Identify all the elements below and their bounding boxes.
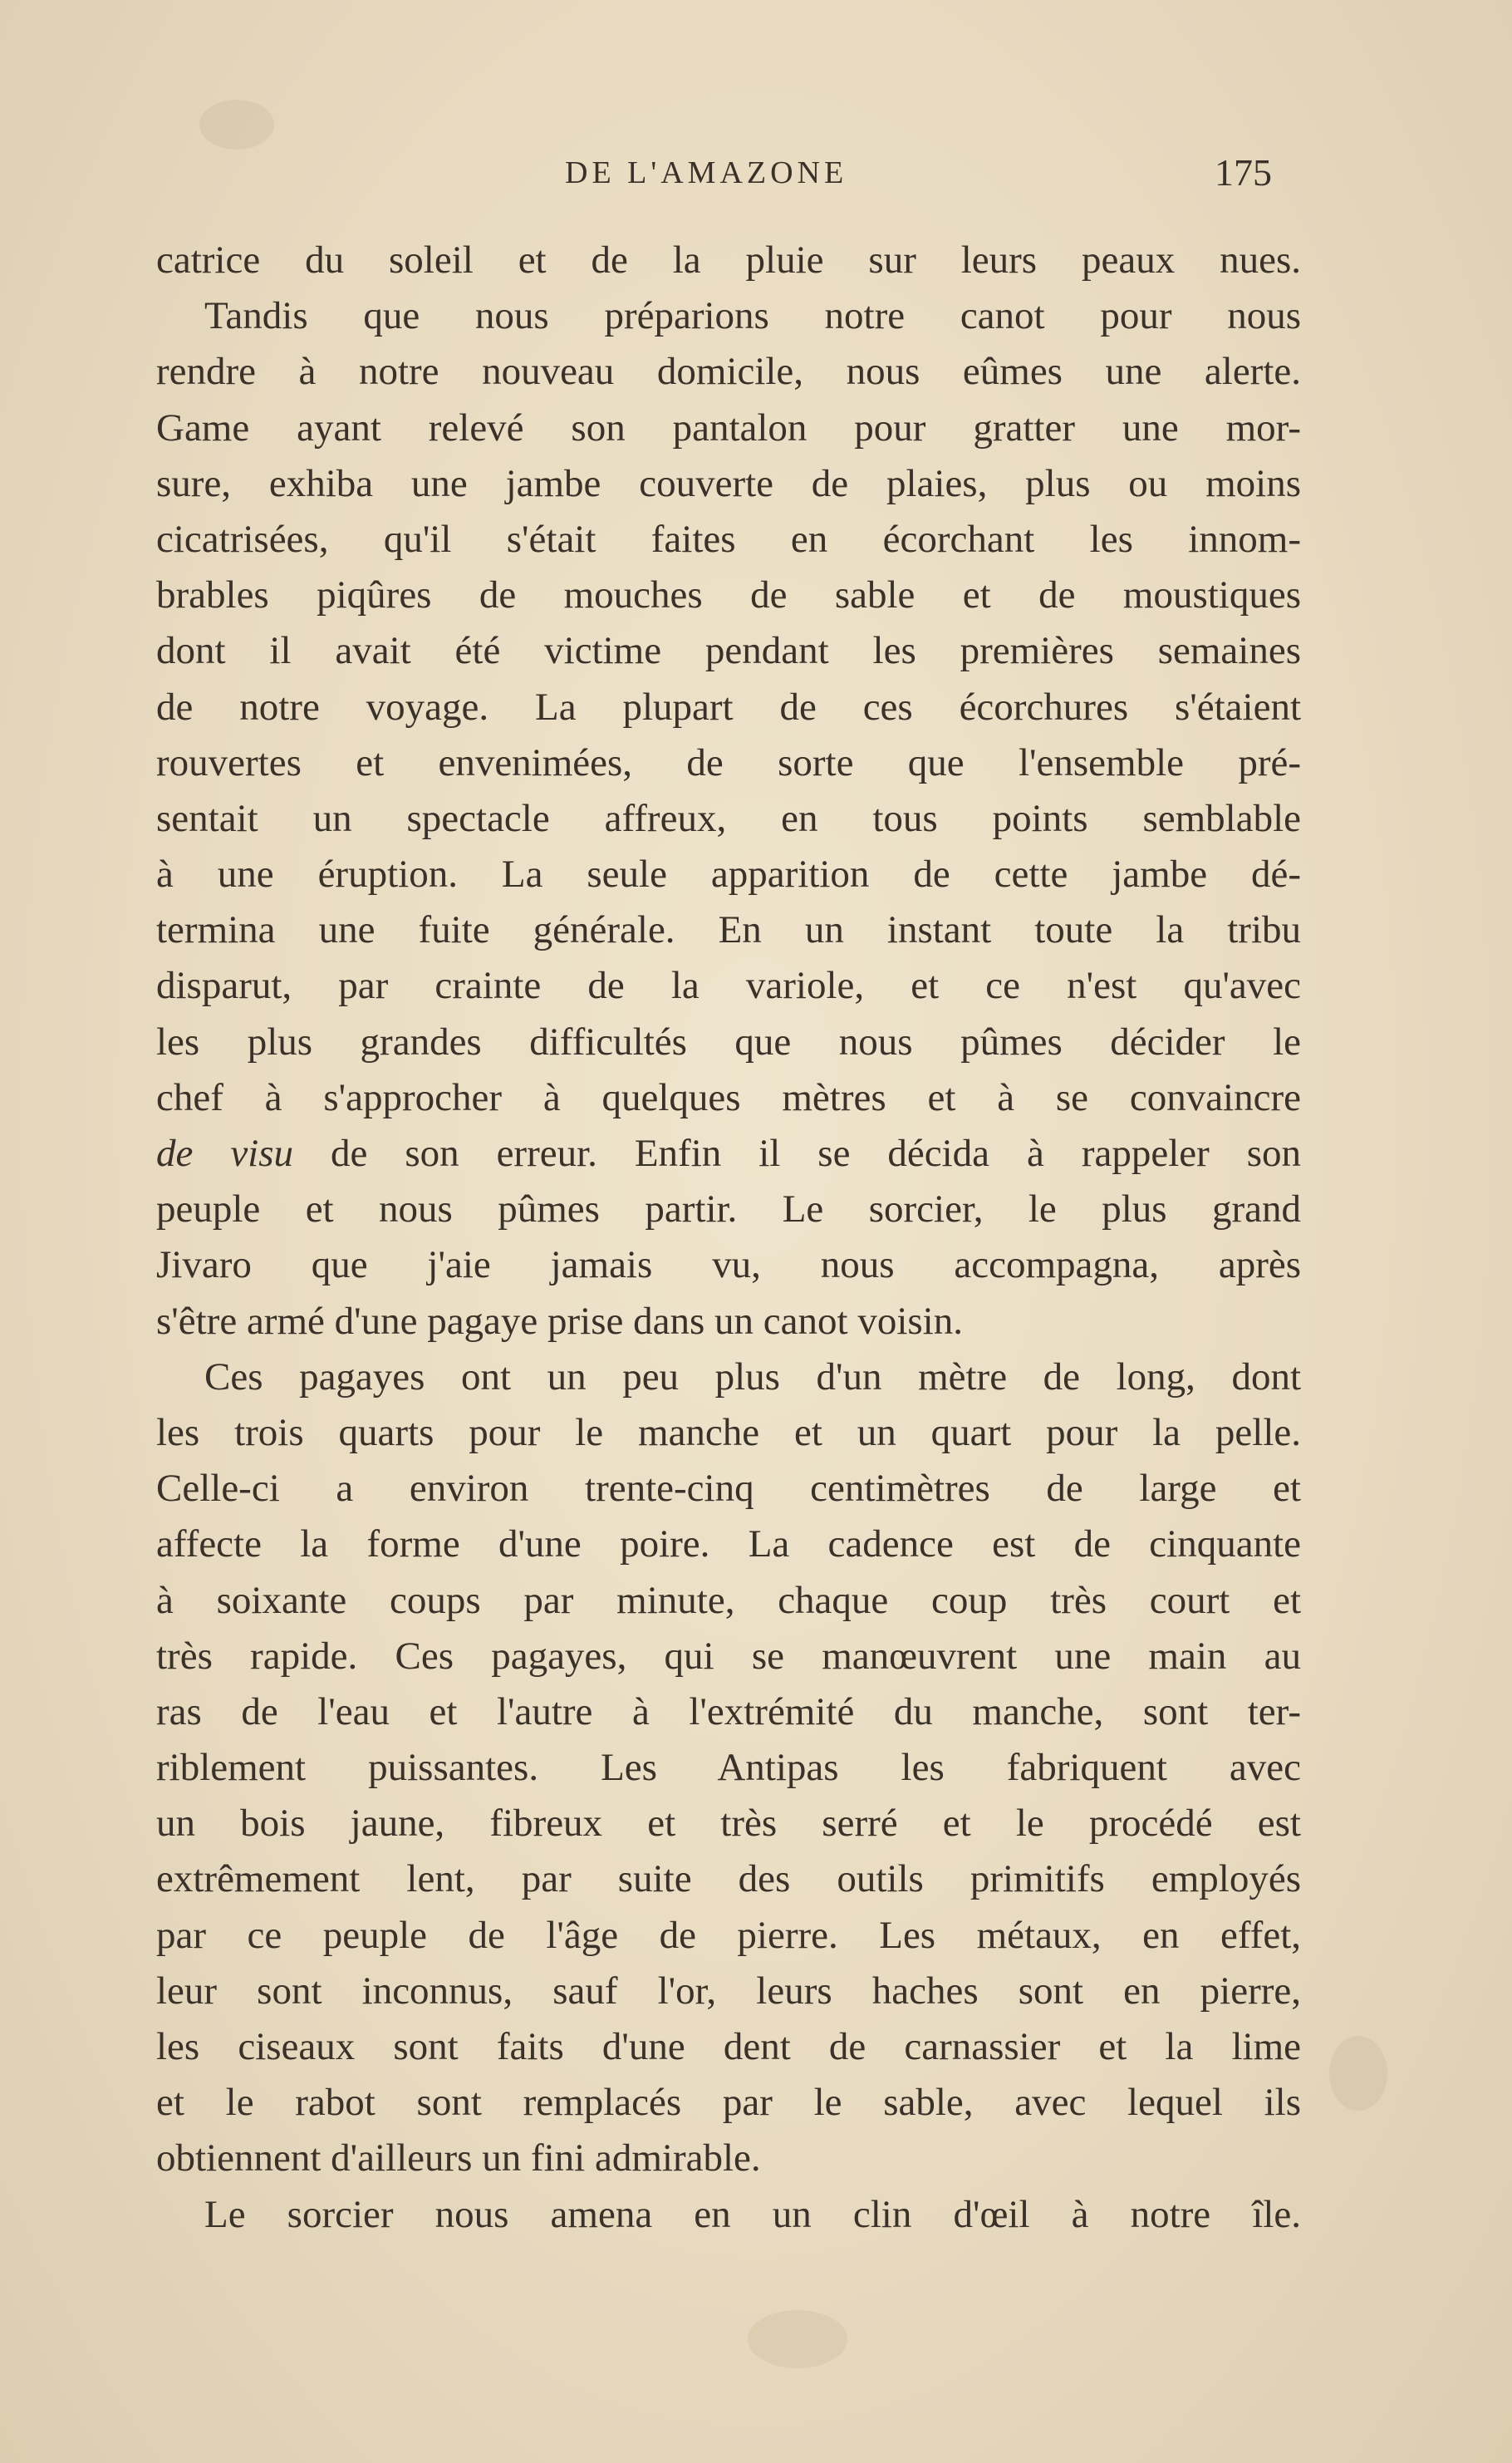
text-line: Celle-ci a environ trente-cinq centimètres de large et xyxy=(156,1467,1301,1511)
text-line: termina une fuite générale. En un instant toute la tribu xyxy=(156,908,1301,952)
paper-stain xyxy=(199,100,274,150)
text-line: rouvertes et envenimées, de sorte que l'ensemble pré- xyxy=(156,740,1301,784)
paragraph-first-line: Tandis que nous préparions notre canot pour nous xyxy=(204,294,1301,338)
paragraph-last-line: s'être armé d'une pagaye prise dans un canot voisin. xyxy=(156,1299,963,1343)
text-line: dont il avait été victime pendant les premières semaines xyxy=(156,629,1301,673)
text-line: riblement puissantes. Les Antipas les fabriquent avec xyxy=(156,1746,1301,1790)
text-line: par ce peuple de l'âge de pierre. Les métaux, en effet, xyxy=(156,1913,1301,1957)
running-header xyxy=(0,148,1512,198)
text-line: sentait un spectacle affreux, en tous points semblable xyxy=(156,796,1301,840)
text-line: disparut, par crainte de la variole, et ce n'est qu'avec xyxy=(156,964,1301,1008)
paragraph-first-line: Ces pagayes ont un peu plus d'un mètre de long, dont xyxy=(204,1354,1301,1399)
text-line: sure, exhiba une jambe couverte de plaies, plus ou moins xyxy=(156,461,1301,505)
text-line: leur sont inconnus, sauf l'or, leurs haches sont en pierre, xyxy=(156,1969,1301,2013)
text-line: les plus grandes difficultés que nous pûmes décider le xyxy=(156,1020,1301,1064)
text-line: les trois quarts pour le manche et un quart pour la pelle. xyxy=(156,1410,1301,1454)
text-line: à soixante coups par minute, chaque coup très court et xyxy=(156,1578,1301,1622)
text-line: affecte la forme d'une poire. La cadence est de cinquante xyxy=(156,1522,1301,1566)
body-text xyxy=(156,233,1301,2243)
text-line: de notre voyage. La plupart de ces écorchures s'étaient xyxy=(156,685,1301,729)
text-line: Jivaro que j'aie jamais vu, nous accompagna, après xyxy=(156,1243,1301,1287)
text-line: peuple et nous pûmes partir. Le sorcier, le plus grand xyxy=(156,1187,1301,1232)
text-line: extrêmement lent, par suite des outils primitifs employés xyxy=(156,1857,1301,1901)
text-line: et le rabot sont remplacés par le sable, avec lequel ils xyxy=(156,2081,1301,2125)
paper-stain xyxy=(748,2310,847,2368)
paper-stain xyxy=(1329,2036,1387,2111)
text-line: rendre à notre nouveau domicile, nous eûmes une alerte. xyxy=(156,350,1301,394)
italic-phrase: de visu xyxy=(156,1132,294,1175)
text-line-with-italic xyxy=(156,1126,1301,1182)
text-line: brables piqûres de mouches de sable et de moustiques xyxy=(156,573,1301,617)
text-line: cicatrisées, qu'il s'était faites en écorchant les innom- xyxy=(156,517,1301,561)
text-line: ras de l'eau et l'autre à l'extrémité du manche, sont ter- xyxy=(156,1689,1301,1733)
text-line: très rapide. Ces pagayes, qui se manœuvrent une main au xyxy=(156,1634,1301,1678)
text-line: chef à s'approcher à quelques mètres et à se convaincre xyxy=(156,1075,1301,1119)
text-line-rest: de son erreur. Enfin il se décida à rappeler son xyxy=(331,1132,1302,1175)
text-line: Game ayant relevé son pantalon pour gratter une mor- xyxy=(156,406,1301,450)
paragraph-first-line: Le sorcier nous amena en un clin d'œil à notre île. xyxy=(204,2192,1301,2236)
text-line: les ciseaux sont faits d'une dent de carnassier et la lime xyxy=(156,2025,1301,2068)
page-number: 175 xyxy=(1215,151,1272,194)
text-line: un bois jaune, fibreux et très serré et le procédé est xyxy=(156,1802,1301,1846)
paragraph-last-line: obtiennent d'ailleurs un fini admirable. xyxy=(156,2136,761,2180)
running-title: DE L'AMAZONE xyxy=(565,155,848,190)
text-line: à une éruption. La seule apparition de cette jambe dé- xyxy=(156,853,1301,897)
text-line: catrice du soleil et de la pluie sur leurs peaux nues. xyxy=(156,238,1301,282)
